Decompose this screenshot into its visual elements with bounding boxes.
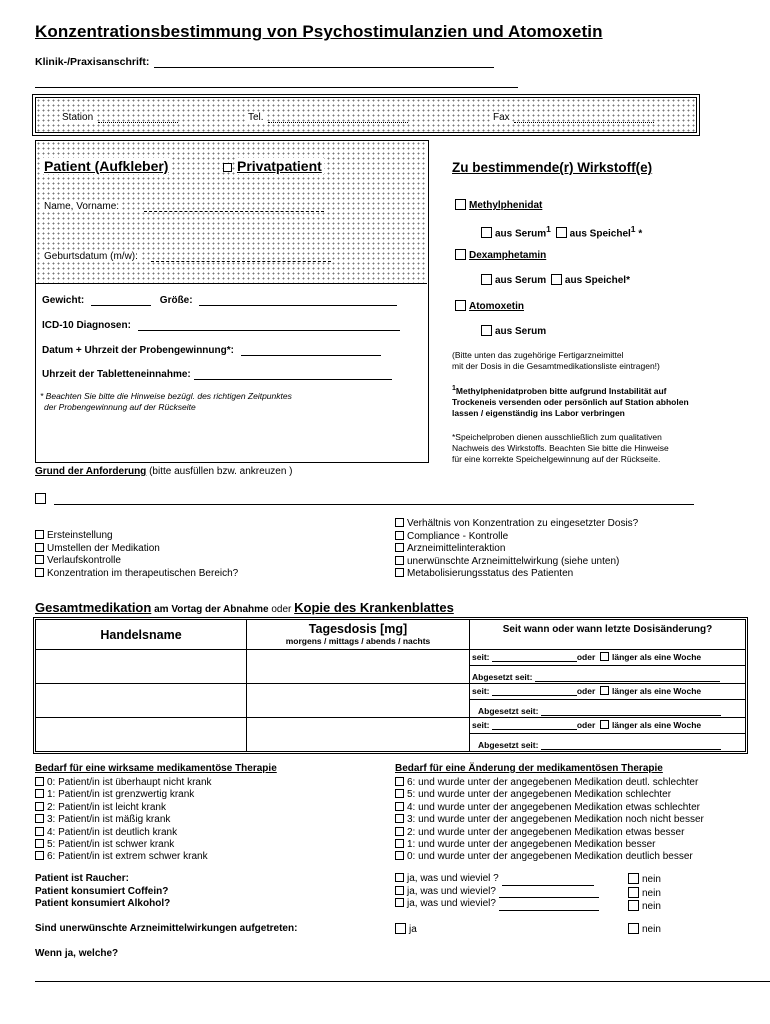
bedarf-right-label: 1: und wurde unter der angegebenen Medikation besser [407,839,656,851]
grund-right-list [395,518,638,581]
note3-line1: *Speichelproben dienen ausschließlich zum qualitativen [452,432,662,442]
geburt-label: Geburtsdatum (m/w): [44,251,138,262]
grund-left-label: Konzentration im therapeutischen Bereich? [47,567,239,579]
alkohol-label: Patient konsumiert Alkohol? [35,898,171,909]
methyl-speichel-label: aus Speichel [569,228,631,240]
abgesetzt-field[interactable] [541,749,721,750]
checkbox[interactable] [395,531,404,540]
gesamt-heading: Gesamtmedikation [35,600,152,615]
bedarf-left-item[interactable] [35,814,212,826]
checkbox[interactable] [35,802,44,811]
station-field[interactable] [98,122,178,123]
groesse-field[interactable] [199,305,397,306]
uaw-nein-checkbox[interactable] [628,923,639,934]
abgesetzt-label: Abgesetzt seit: [478,706,539,716]
checkbox[interactable] [35,789,44,798]
coffein-nein-checkbox[interactable] [628,887,639,898]
raucher-ja-label: ja, was und wieviel ? [407,873,499,884]
abgesetzt-label: Abgesetzt seit: [478,740,539,750]
note3-line3: für eine korrekte Speichelgewinnung auf der Rückseite. [452,454,661,464]
uaw-welche-field[interactable] [35,981,770,982]
alkohol-field[interactable] [499,910,599,911]
name-field[interactable] [144,211,324,212]
abgesetzt-field[interactable] [535,681,720,682]
klinik-row [35,56,494,68]
lifestyle-questions [35,873,170,911]
patient-aufkleber-label: Patient (Aufkleber) [44,158,169,174]
bedarf-left-label: 4: Patient/in ist deutlich krank [47,826,178,838]
checkbox[interactable] [35,851,44,860]
methylphenidat-label: Methylphenidat [469,200,543,211]
coffein-ja-label: ja, was und wieviel? [407,885,496,897]
laenger-checkbox[interactable] [600,720,609,729]
name-label: Name, Vorname: [44,201,120,212]
bedarf-right-item[interactable] [395,802,704,814]
seit-cell [470,718,746,752]
col-tagesdosis-sub: morgens / mittags / abends / nachts [285,636,431,646]
coffein-label: Patient konsumiert Coffein? [35,885,169,897]
station-box [35,97,697,133]
bedarf-right-label: 4: und wurde unter der angegebenen Medikation etwas schlechter [407,801,700,813]
seit-label: seit: [472,686,490,696]
bedarf-left-heading: Bedarf für eine wirksame medikamentöse Therapie [35,763,277,774]
checkbox[interactable] [395,518,404,527]
geburt-field[interactable] [151,261,331,262]
atomoxetin-label: Atomoxetin [469,301,524,312]
checkbox[interactable] [35,777,44,786]
laenger-checkbox[interactable] [600,652,609,661]
lifestyle-answers [395,873,599,911]
bedarf-left-item[interactable] [35,827,212,839]
dexamphetamin-label: Dexamphetamin [469,250,547,261]
note1-line2: mit der Dosis in die Gesamtmedikationsliste eintragen!) [452,361,660,371]
col-tagesdosis [247,620,470,650]
probengewinnung-field[interactable] [241,355,381,356]
fax-label: Fax [493,112,510,123]
grund-left-item[interactable] [35,568,238,581]
coffein-ja-checkbox[interactable] [395,886,404,895]
dex-serum-checkbox[interactable] [481,274,492,285]
page-title: Konzentrationsbestimmung von Psychostimulanzien und Atomoxetin [35,22,603,41]
seit-label: seit: [472,652,490,662]
checkbox[interactable] [35,555,44,564]
laenger-checkbox[interactable] [600,686,609,695]
seit-label: seit: [472,720,490,730]
alkohol-nein-checkbox[interactable] [628,900,639,911]
col-handelsname: Handelsname [36,620,247,650]
grund-right-label: Compliance - Kontrolle [407,530,509,542]
oder-label: oder [576,686,596,696]
seit-field[interactable] [492,695,577,696]
table-row [36,718,746,752]
uaw-ja-checkbox[interactable] [395,923,406,934]
bedarf-left-label: 6: Patient/in ist extrem schwer krank [47,851,208,863]
grund-heading-suffix: (bitte ausfüllen bzw. ankreuzen ) [149,466,293,477]
hinweis-line1: * Beachten Sie bitte die Hinweise bezügl. des richtigen Zeitpunktes [40,391,292,401]
note3-line2: Nachweis des Wirkstoffs. Beachten Sie bitte die Hinweise [452,443,669,453]
bedarf-right-label: 6: und wurde unter der angegebenen Medikation deutl. schlechter [407,777,699,788]
alkohol-ja-checkbox[interactable] [395,898,404,907]
icd-label: ICD-10 Diagnosen: [42,320,131,331]
groesse-label: Größe: [159,295,193,306]
checkbox[interactable] [35,530,44,539]
seit-cell [470,684,746,718]
note2-sup: 1 [452,385,456,392]
raucher-label: Patient ist Raucher: [35,873,129,884]
grund-left-label: Umstellen der Medikation [47,542,160,554]
alkohol-ja-label: ja, was und wieviel? [407,898,496,909]
checkbox[interactable] [35,827,44,836]
oder-label: oder [576,720,596,730]
station-label: Station [62,112,94,123]
uaw-welche-label: Wenn ja, welche? [35,948,119,959]
note2-line1: Methylphenidatproben bitte aufgrund Instabilität auf [455,385,667,396]
checkbox[interactable] [35,543,44,552]
methyl-speichel-checkbox[interactable] [556,227,567,238]
laenger-label: länger als eine Woche [612,686,702,696]
grund-right-label: Arzneimittelinteraktion [407,543,506,554]
oder-label: oder [576,652,596,662]
bedarf-left-item[interactable] [35,839,212,851]
bedarf-right-item[interactable] [395,789,704,801]
seit-field[interactable] [492,661,577,662]
gesamt-kopie: Kopie des Krankenblattes [294,600,454,615]
dex-speichel-checkbox[interactable] [551,274,562,285]
col-tagesdosis-label: Tagesdosis [mg] [308,622,408,636]
grund-left-list [35,530,238,580]
checkbox[interactable] [395,827,404,836]
coffein-nein-label: nein [642,887,661,899]
grund-right-item[interactable] [395,556,638,569]
tagesdosis-cell[interactable] [247,718,470,752]
checkbox[interactable] [395,802,404,811]
raucher-nein-checkbox[interactable] [628,873,639,884]
grund-right-label: Verhältnis von Konzentration zu eingesetzter Dosis? [407,518,639,529]
atomoxetin-checkbox[interactable] [455,300,466,311]
methyl-star: * [638,228,643,240]
tagesdosis-cell[interactable] [247,684,470,718]
checkbox[interactable] [35,839,44,848]
checkbox[interactable] [395,777,404,786]
privatpatient-label: Privatpatient [237,158,322,174]
grund-custom-checkbox[interactable] [35,493,46,504]
hinweis-line2: der Probengewinnung auf der Rückseite [44,402,196,412]
grund-right-item[interactable] [395,531,638,544]
grund-heading: Grund der Anforderung [35,466,147,477]
methylphenidat-checkbox[interactable] [455,199,466,210]
bedarf-right-item[interactable] [395,827,704,839]
laenger-label: länger als eine Woche [612,652,702,662]
methyl-serum-checkbox[interactable] [481,227,492,238]
gewicht-label: Gewicht: [42,295,85,306]
checkbox[interactable] [35,568,44,577]
seit-cell [470,650,746,684]
gesamt-oder: oder [271,604,292,615]
dex-serum-label: aus Serum [495,275,547,286]
gesamt-mid: am Vortag der Abnahme [154,604,269,615]
bedarf-right-label: 2: und wurde unter der angegebenen Medikation etwas besser [407,826,685,838]
bedarf-right-label: 5: und wurde unter der angegebenen Medikation schlechter [407,789,672,801]
abgesetzt-field[interactable] [541,715,721,716]
bedarf-left-label: 3: Patient/in ist mäßig krank [47,814,171,826]
checkbox[interactable] [395,568,404,577]
handelsname-cell[interactable] [36,718,247,752]
icd-field[interactable] [138,330,400,331]
fax-field[interactable] [514,122,654,123]
methyl-serum-sup: 1 [546,224,551,234]
bedarf-right-item[interactable] [395,814,704,826]
bedarf-left-label: 5: Patient/in ist schwer krank [47,839,175,851]
grund-right-label: unerwünschte Arzneimittelwirkung (siehe unten) [407,555,620,567]
bedarf-left-list [35,777,212,864]
grund-left-label: Verlaufskontrolle [47,555,121,566]
note1-line1: (Bitte unten das zugehörige Fertigarzneimittel [452,350,624,360]
bedarf-left-item[interactable] [35,802,212,814]
checkbox[interactable] [395,814,404,823]
bedarf-right-heading: Bedarf für eine Änderung der medikamentösen Therapie [395,763,663,774]
klinik-field-line2[interactable] [35,87,518,88]
bedarf-left-label: 0: Patient/in ist überhaupt nicht krank [47,777,212,788]
tabletteneinnahme-field[interactable] [194,379,392,380]
tabletteneinnahme-label: Uhrzeit der Tabletteneinnahme: [42,369,191,380]
bedarf-right-item[interactable] [395,839,704,851]
checkbox[interactable] [395,556,404,565]
grund-left-item[interactable] [35,530,238,543]
raucher-ja-checkbox[interactable] [395,873,404,882]
gewicht-field[interactable] [91,305,151,306]
bedarf-right-label: 0: und wurde unter der angegebenen Medikation deutlich besser [407,851,693,863]
table-row [36,650,746,684]
grund-left-item[interactable] [35,543,238,556]
tel-label: Tel. [248,112,264,123]
bedarf-left-label: 1: Patient/in ist grenzwertig krank [47,789,195,801]
bedarf-left-label: 2: Patient/in ist leicht krank [47,801,166,813]
checkbox[interactable] [395,839,404,848]
table-row [36,684,746,718]
medication-table [35,619,746,752]
privatpatient-checkbox[interactable] [223,163,232,172]
alkohol-nein-label: nein [642,901,661,912]
klinik-field[interactable] [154,67,494,68]
grund-left-label: Ersteinstellung [47,530,113,541]
grund-right-label: Metabolisierungsstatus des Patienten [407,568,574,579]
bedarf-left-item[interactable] [35,789,212,801]
grund-right-item[interactable] [395,543,638,556]
klinik-label: Klinik-/Praxisanschrift: [35,56,150,68]
dex-speichel-label: aus Speichel [564,275,627,286]
grund-custom-field[interactable] [54,504,694,505]
handelsname-cell[interactable] [36,684,247,718]
checkbox[interactable] [35,814,44,823]
bedarf-left-item[interactable] [35,851,212,863]
bedarf-right-item[interactable] [395,851,704,863]
handelsname-cell[interactable] [36,650,247,684]
methyl-speichel-sup: 1 [630,224,636,234]
bedarf-right-list [395,777,704,864]
note2-line3: lassen / eigenständig ins Labor verbringen [452,408,625,418]
atomox-serum-checkbox[interactable] [481,325,492,336]
wirkstoff-heading: Zu bestimmende(r) Wirkstoff(e) [452,160,653,175]
col-seit-wann: Seit wann oder wann letzte Dosisänderung? [470,620,746,650]
checkbox[interactable] [395,543,404,552]
abgesetzt-label: Abgesetzt seit: [472,672,533,682]
probengewinnung-label: Datum + Uhrzeit der Probengewinnung*: [42,345,234,356]
bedarf-right-label: 3: und wurde unter der angegebenen Medikation noch nicht besser [407,814,704,826]
uaw-question: Sind unerwünschte Arzneimittelwirkungen aufgetreten: [35,923,298,934]
note2-line2: Trockeneis versenden oder persönlich auf Station abholen [452,397,689,407]
atomox-serum-label: aus Serum [495,326,547,337]
methyl-serum-label: aus Serum [495,228,547,240]
tel-field[interactable] [268,122,408,123]
grund-left-item[interactable] [35,555,238,568]
tagesdosis-cell[interactable] [247,650,470,684]
bedarf-right-item[interactable] [395,777,704,789]
lifestyle-nein [628,873,661,914]
grund-right-item[interactable] [395,568,638,581]
dex-star: * [626,275,630,286]
uaw-ja-label: ja [409,924,417,935]
laenger-label: länger als eine Woche [612,720,702,730]
grund-right-item[interactable] [395,518,638,531]
checkbox[interactable] [395,789,404,798]
uaw-nein-label: nein [642,924,661,935]
seit-field[interactable] [492,729,577,730]
checkbox[interactable] [395,851,404,860]
bedarf-left-item[interactable] [35,777,212,789]
dexamphetamin-checkbox[interactable] [455,249,466,260]
raucher-nein-label: nein [642,874,661,885]
table-header-row [36,620,746,650]
